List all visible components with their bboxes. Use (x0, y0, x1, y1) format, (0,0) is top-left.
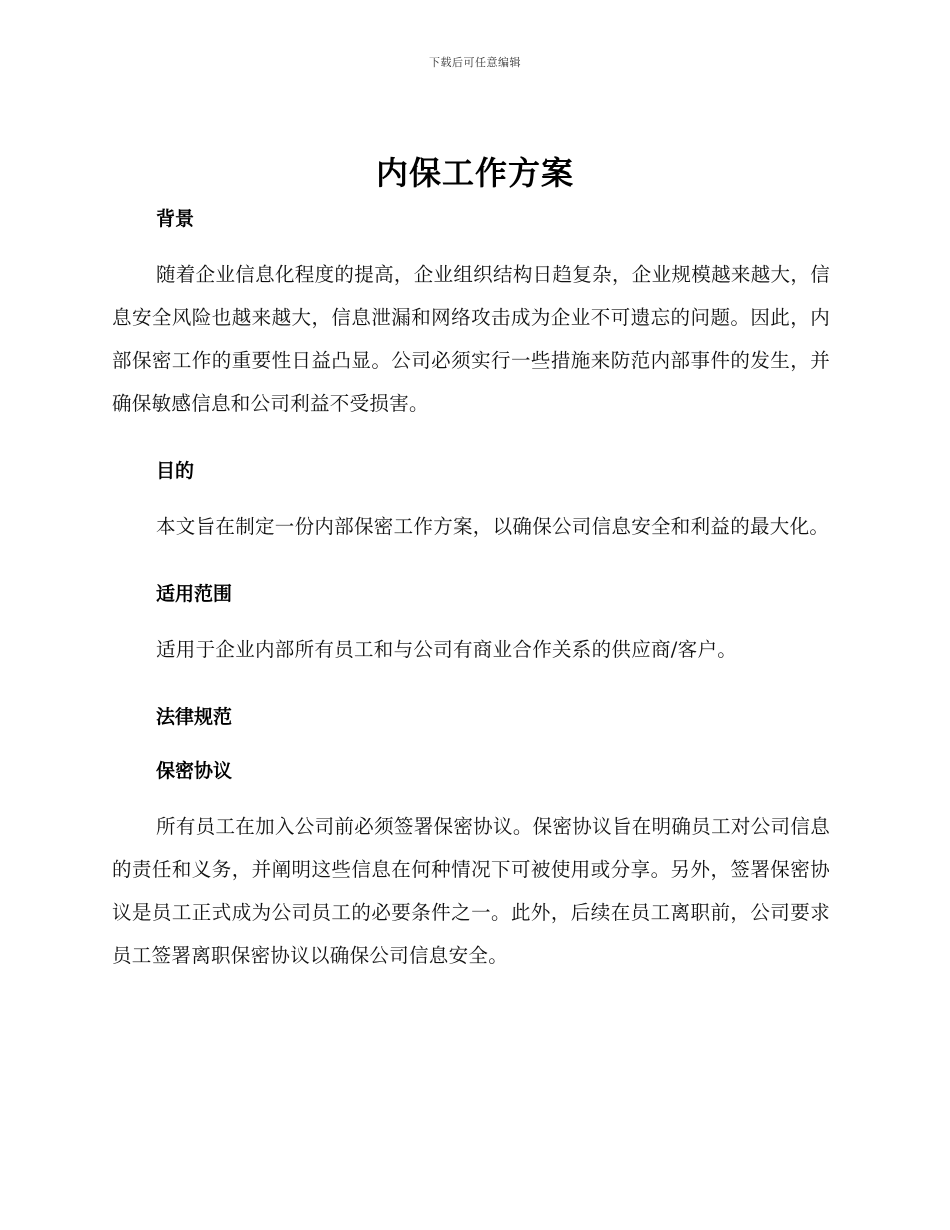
page-title: 内保工作方案 (375, 154, 574, 192)
section-text-scope: 适用于企业内部所有员工和与公司有商业合作关系的供应商/客户。 (156, 638, 738, 661)
header-note: 下载后可任意编辑 (429, 56, 521, 69)
section-heading-nda: 保密协议 (156, 760, 233, 782)
section-heading-legal: 法律规范 (156, 706, 233, 728)
section-heading-purpose: 目的 (156, 460, 195, 482)
section-text-purpose: 本文旨在制定一份内部保密工作方案，以确保公司信息安全和利益的最大化。 (156, 515, 830, 538)
section-text-background: 随着企业信息化程度的提高，企业组织结构日趋复杂，企业规模越来越大，信息安全风险也越来越大，信息泄漏和网络攻击成为企业不可遗忘的问题。因此，内部保密工作的重要性日益凸显。公司必须实行一些措施来防范内部事件的发生，并确保敏感信息和公司利益不受损害。 (112, 263, 830, 415)
section-heading-background: 背景 (156, 208, 195, 230)
section-heading-scope: 适用范围 (156, 583, 233, 605)
document-body (112, 203, 830, 977)
section-text-nda: 所有员工在加入公司前必须签署保密协议。保密协议旨在明确员工对公司信息的责任和义务，并阐明这些信息在何种情况下可被使用或分享。另外，签署保密协议是员工正式成为公司员工的必要条件之一。此外，后续在员工离职前，公司要求员工签署离职保密协议以确保公司信息安全。 (112, 815, 830, 967)
